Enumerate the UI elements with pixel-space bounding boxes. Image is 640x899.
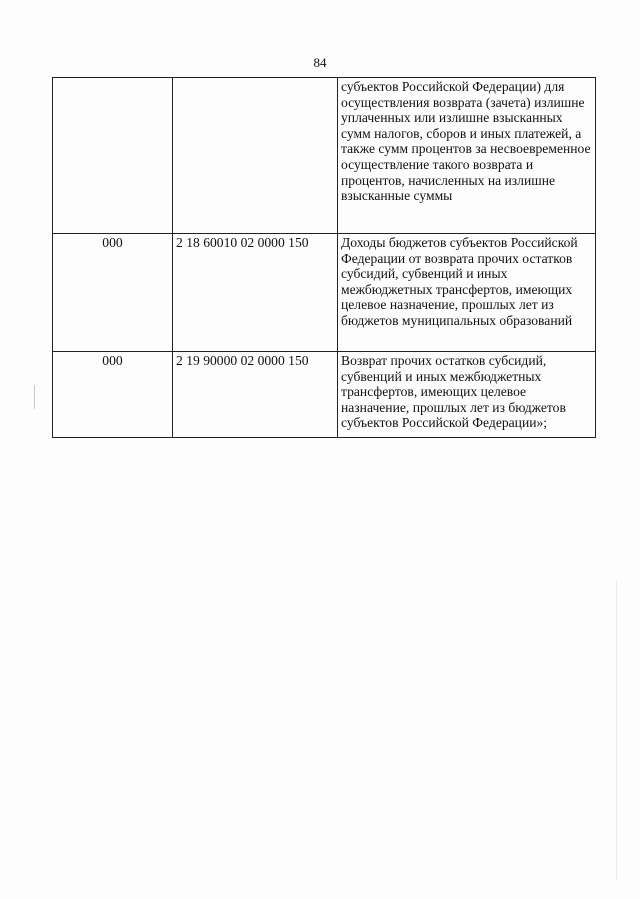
table-row xyxy=(53,352,596,438)
income-code-cell: 2 18 60010 02 0000 150 xyxy=(173,234,338,352)
income-name-cell: Возврат прочих остатков субсидий, субвенций и иных межбюджетных трансфертов, имеющих целевое назначение, прошлых лет из бюджетов субъектов Российской Федерации»; xyxy=(338,352,596,438)
income-name-cell: субъектов Российской Федерации) для осуществления возврата (зачета) излишне уплаченных или излишне взысканных сумм налогов, сборов и иных платежей, а также сумм процентов за несвоевременное осуществление такого возврата и процентов, начисленных на излишне взысканные суммы xyxy=(338,78,596,234)
budget-classification-table xyxy=(52,77,596,438)
admin-code-cell xyxy=(53,78,173,234)
admin-code-cell: 000 xyxy=(53,352,173,438)
table-row xyxy=(53,234,596,352)
table-row xyxy=(53,78,596,234)
income-code-cell: 2 19 90000 02 0000 150 xyxy=(173,352,338,438)
admin-code-cell: 000 xyxy=(53,234,173,352)
scan-mark xyxy=(616,580,617,880)
page-number: 84 xyxy=(313,55,327,70)
scan-mark xyxy=(34,385,35,409)
income-name-cell: Доходы бюджетов субъектов Российской Федерации от возврата прочих остатков субсидий, субвенций и иных межбюджетных трансфертов, имеющих целевое назначение, прошлых лет из бюджетов муниципальных образований xyxy=(338,234,596,352)
income-code-cell xyxy=(173,78,338,234)
